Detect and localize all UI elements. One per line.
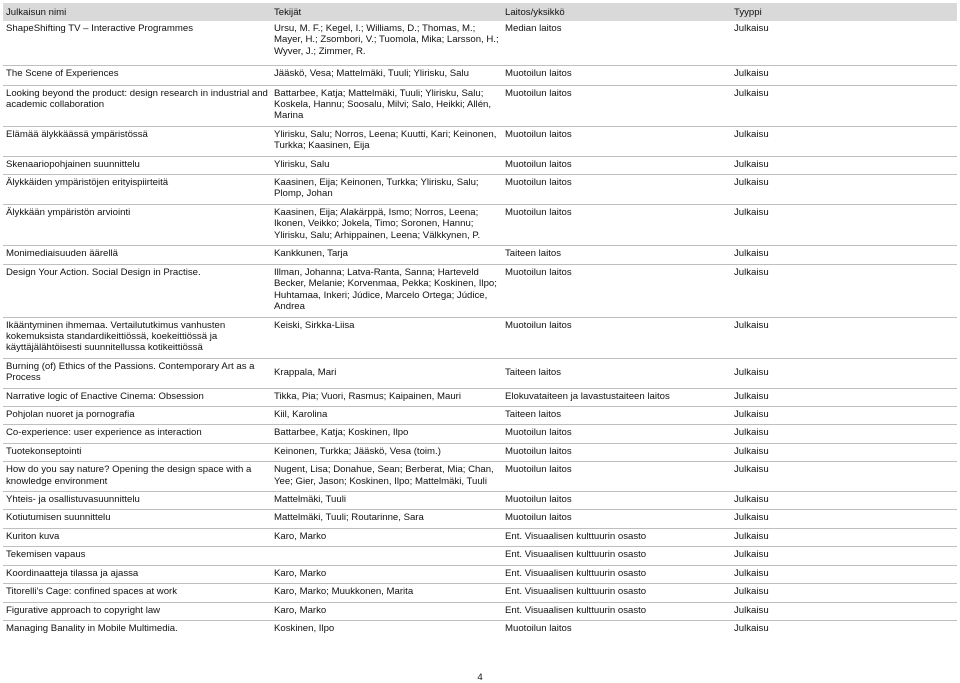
cell-type: Julkaisu [731,174,957,204]
table-row [3,388,957,406]
publications-table [3,3,957,638]
cell-unit: Ent. Visuaalisen kulttuurin osasto [502,528,731,546]
table-row [3,510,957,528]
cell-title: Kuriton kuva [3,528,271,546]
cell-title: The Scene of Experiences [3,65,271,85]
cell-authors: Mattelmäki, Tuuli; Routarinne, Sara [271,510,502,528]
table-row [3,358,957,388]
header-title: Julkaisun nimi [3,3,271,21]
cell-title: Managing Banality in Mobile Multimedia. [3,620,271,638]
cell-unit: Muotoilun laitos [502,174,731,204]
table-row [3,85,957,126]
cell-unit: Muotoilun laitos [502,126,731,156]
document-page [3,3,957,638]
header-unit: Laitos/yksikkö [502,3,731,21]
cell-type: Julkaisu [731,584,957,602]
cell-authors: Koskinen, Ilpo [271,620,502,638]
table-row [3,528,957,546]
cell-unit: Muotoilun laitos [502,425,731,443]
cell-authors: Keinonen, Turkka; Jääskö, Vesa (toim.) [271,443,502,461]
cell-unit: Ent. Visuaalisen kulttuurin osasto [502,602,731,620]
table-row [3,264,957,317]
cell-authors: Karo, Marko [271,602,502,620]
cell-type: Julkaisu [731,388,957,406]
cell-authors: Ylirisku, Salu [271,156,502,174]
cell-type: Julkaisu [731,492,957,510]
table-header-row [3,3,957,21]
cell-unit: Muotoilun laitos [502,492,731,510]
cell-type: Julkaisu [731,443,957,461]
table-row [3,126,957,156]
header-type: Tyyppi [731,3,957,21]
table-row [3,620,957,638]
cell-title: Elämää älykkäässä ympäristössä [3,126,271,156]
table-row [3,565,957,583]
cell-authors: Kankkunen, Tarja [271,245,502,264]
cell-unit: Muotoilun laitos [502,462,731,492]
cell-authors: Battarbee, Katja; Koskinen, Ilpo [271,425,502,443]
cell-title: Design Your Action. Social Design in Practise. [3,264,271,317]
page-number: 4 [477,672,483,683]
cell-title: Co-experience: user experience as interaction [3,425,271,443]
cell-unit: Muotoilun laitos [502,85,731,126]
cell-authors: Kaasinen, Eija; Keinonen, Turkka; Ylirisku, Salu; Plomp, Johan [271,174,502,204]
cell-unit: Muotoilun laitos [502,65,731,85]
cell-authors: Karo, Marko; Muukkonen, Marita [271,584,502,602]
cell-type: Julkaisu [731,156,957,174]
cell-type: Julkaisu [731,407,957,425]
table-row [3,65,957,85]
cell-title: Monimediaisuuden äärellä [3,245,271,264]
cell-unit: Elokuvataiteen ja lavastustaiteen laitos [502,388,731,406]
cell-type: Julkaisu [731,510,957,528]
cell-unit: Taiteen laitos [502,407,731,425]
cell-title: Titorelli's Cage: confined spaces at work [3,584,271,602]
cell-title: How do you say nature? Opening the design space with a knowledge environment [3,462,271,492]
cell-unit: Ent. Visuaalisen kulttuurin osasto [502,547,731,565]
cell-title: ShapeShifting TV – Interactive Programmes [6,23,193,34]
cell-type: Julkaisu [731,358,957,388]
cell-type: Julkaisu [734,23,769,34]
table-row [3,317,957,358]
table-row [3,492,957,510]
cell-type: Julkaisu [731,264,957,317]
cell-authors: Keiski, Sirkka-Liisa [271,317,502,358]
cell-title: Kotiutumisen suunnittelu [3,510,271,528]
cell-unit: Ent. Visuaalisen kulttuurin osasto [502,584,731,602]
cell-title: Yhteis- ja osallistuvasuunnittelu [3,492,271,510]
cell-type: Julkaisu [731,85,957,126]
cell-authors: Karo, Marko [271,565,502,583]
cell-type: Julkaisu [731,547,957,565]
cell-title: Ikääntyminen ihmemaa. Vertailututkimus vanhusten kokemuksista standardikeittiössä, koekeittiössä ja käyttäjälähtöisesti suunnitellussa kotikeittiössä [3,317,271,358]
table-row [3,245,957,264]
cell-type: Julkaisu [731,620,957,638]
cell-type: Julkaisu [731,204,957,245]
cell-type: Julkaisu [731,126,957,156]
cell-unit: Muotoilun laitos [502,620,731,638]
cell-unit: Muotoilun laitos [502,156,731,174]
cell-authors [271,547,502,565]
cell-type: Julkaisu [731,425,957,443]
cell-unit: Median laitos [505,23,562,34]
cell-type: Julkaisu [731,317,957,358]
cell-type: Julkaisu [731,565,957,583]
cell-title: Figurative approach to copyright law [3,602,271,620]
cell-unit: Muotoilun laitos [502,317,731,358]
cell-type: Julkaisu [731,528,957,546]
cell-authors: Nugent, Lisa; Donahue, Sean; Berberat, Mia; Chan, Yee; Gier, Jason; Koskinen, Ilpo; Mattelmäki, Tuuli [271,462,502,492]
cell-authors: Battarbee, Katja; Mattelmäki, Tuuli; Ylirisku, Salu; Koskela, Hannu; Soosalu, Milvi; Salo, Heikki; Allén, Marina [271,85,502,126]
cell-type: Julkaisu [731,65,957,85]
cell-title: Älykkään ympäristön arviointi [3,204,271,245]
cell-authors: Ylirisku, Salu; Norros, Leena; Kuutti, Kari; Keinonen, Turkka; Kaasinen, Eija [271,126,502,156]
cell-title: Tekemisen vapaus [3,547,271,565]
cell-title: Skenaariopohjainen suunnittelu [3,156,271,174]
cell-authors: Ursu, M. F.; Kegel, I.; Williams, D.; Thomas, M.; Mayer, H.; Zsombori, V.; Tuomola, Mika; Larsson, H.; Wyver, J.; Zimmer, R. [274,23,499,57]
publications-body [3,21,957,638]
cell-title: Älykkäiden ympäristöjen erityispiirteitä [3,174,271,204]
table-row [3,407,957,425]
table-row [3,425,957,443]
table-row [3,204,957,245]
cell-title: Burning (of) Ethics of the Passions. Contemporary Art as a Process [3,358,271,388]
cell-type: Julkaisu [731,245,957,264]
cell-authors: Krappala, Mari [271,358,502,388]
cell-title: Looking beyond the product: design research in industrial and academic collaboration [3,85,271,126]
cell-title: Koordinaatteja tilassa ja ajassa [3,565,271,583]
cell-unit: Muotoilun laitos [502,443,731,461]
cell-title: Pohjolan nuoret ja pornografia [3,407,271,425]
cell-authors: Kiil, Karolina [271,407,502,425]
cell-unit: Taiteen laitos [502,245,731,264]
cell-type: Julkaisu [731,602,957,620]
cell-title: Tuotekonseptointi [3,443,271,461]
cell-type: Julkaisu [731,462,957,492]
table-row [3,602,957,620]
cell-unit: Muotoilun laitos [502,264,731,317]
cell-title: Narrative logic of Enactive Cinema: Obsession [3,388,271,406]
table-row [3,584,957,602]
cell-authors: Jääskö, Vesa; Mattelmäki, Tuuli; Ylirisku, Salu [271,65,502,85]
table-row [3,443,957,461]
cell-authors: Tikka, Pia; Vuori, Rasmus; Kaipainen, Mauri [271,388,502,406]
table-row [3,156,957,174]
table-row [3,547,957,565]
cell-authors: Illman, Johanna; Latva-Ranta, Sanna; Harteveld Becker, Melanie; Korvenmaa, Pekka; Koskinen, Ilpo; Huhtamaa, Inkeri; Júdice, Marcelo Ortega; Júdice, Andrea [271,264,502,317]
header-authors: Tekijät [271,3,502,21]
cell-authors: Karo, Marko [271,528,502,546]
table-row [3,462,957,492]
cell-unit: Muotoilun laitos [502,204,731,245]
cell-unit: Muotoilun laitos [502,510,731,528]
cell-unit: Ent. Visuaalisen kulttuurin osasto [502,565,731,583]
cell-authors: Kaasinen, Eija; Alakärppä, Ismo; Norros, Leena; Ikonen, Veikko; Jokela, Timo; Soronen, Hannu; Ylirisku, Salu; Arhippainen, Leena; Välkkynen, P. [271,204,502,245]
table-row [3,21,957,65]
cell-authors: Mattelmäki, Tuuli [271,492,502,510]
cell-unit: Taiteen laitos [502,358,731,388]
table-row [3,174,957,204]
